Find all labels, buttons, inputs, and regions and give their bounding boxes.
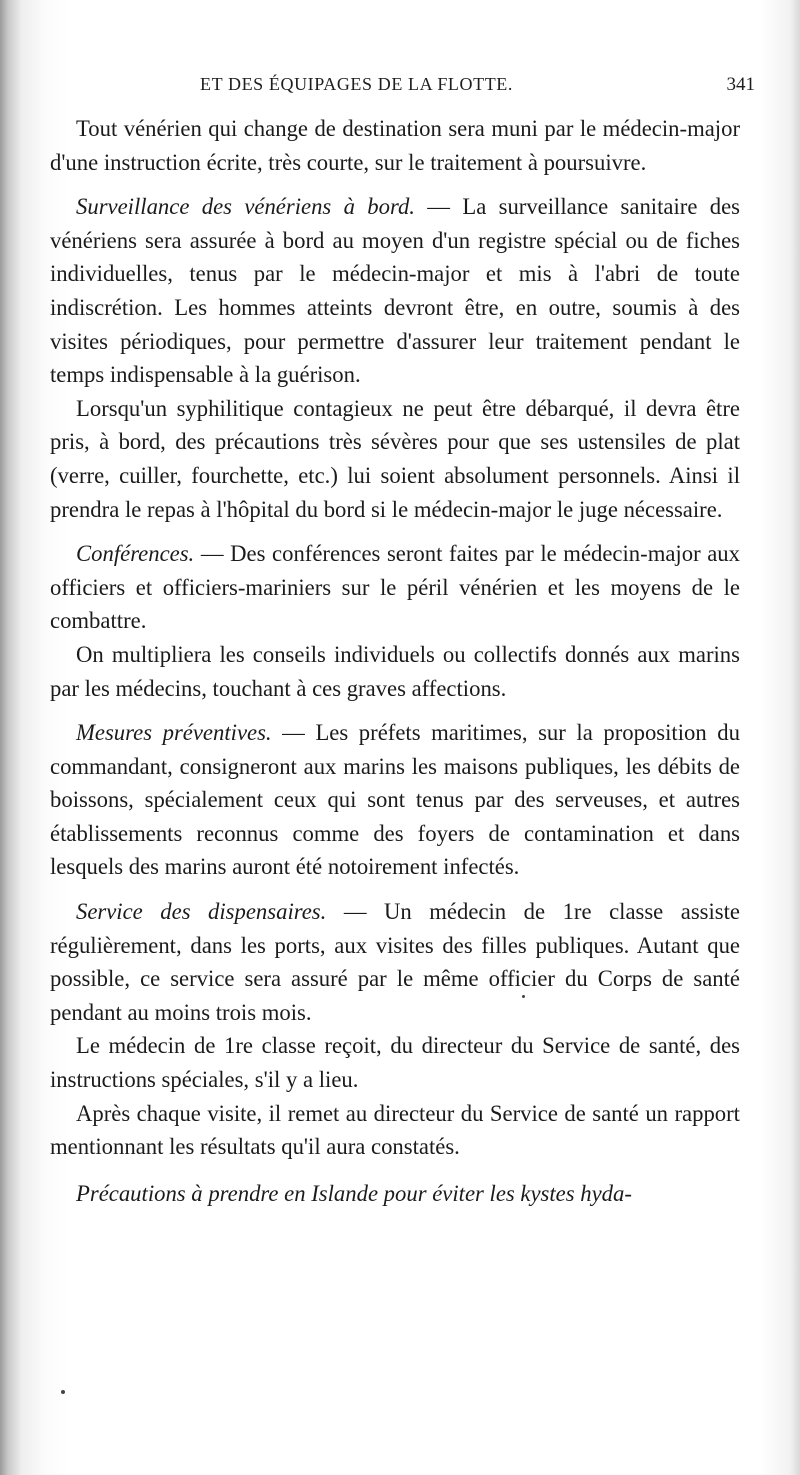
paragraph-text: Lorsqu'un syphilitique contagieux ne peut être débarqué, il devra être pris, à bord, des précautions très sévères pour que ses ustensiles de plat (verre, cuiller, fourchette, etc.) lui soient absolument personnels. Ainsi il prendra le repas à l'hôpital du bord si le médecin-major le juge nécessaire. [50,395,740,522]
paragraph-surveillance [50,190,740,392]
run-in-heading-preventive: Mesures préventives. [76,720,272,746]
paragraph-text: Après chaque visite, il remet au directeur du Service de santé un rapport mentionnant les résultats qu'il aura constatés. [50,1100,740,1160]
paragraph-report [50,1097,740,1164]
paragraph-preventive-measures [50,716,740,884]
paragraph-text: — Les préfets maritimes, sur la proposition du commandant, consigneront aux marins les maisons publiques, les débits de boissons, spécialement ceux qui sont tenus par des serveuses, et autres établissements reconnus comme des foyers de contamination et dans lesquels des marins auront été notoirement infectés. [50,720,740,880]
paragraph-text: Tout vénérien qui change de destination sera muni par le médecin-major d'une instruction écrite, très courte, sur le traitement à poursuivre. [50,116,740,175]
page-header [200,74,755,100]
page-number: 341 [726,74,755,95]
paragraph-counsel [50,638,740,705]
body-text [50,112,740,1210]
paragraph-text: — La surveillance sanitaire des vénériens sera assurée à bord au moyen d'un registre spécial ou de fiches individuelles, tenus par le médecin-major et mis à l'abri de toute indiscrétion. Les hommes atteints devront être, en outre, soumis à des visites périodiques, pour permettre d'assurer leur traitement pendant le temps indispensable à la guérison. [50,194,740,388]
scan-speck [522,995,525,998]
run-in-heading-conferences: Conférences. [76,541,195,567]
paragraph-text: — Des conférences seront faites par le médecin-major aux officiers et officiers-mariniers sur le péril vénérien et les moyens de le combattre. [50,541,740,634]
paragraph-text: Le médecin de 1re classe reçoit, du directeur du Service de santé, des instructions spéciales, s'il y a lieu. [50,1033,740,1093]
paragraph-conferences [50,537,740,638]
closing-section-heading: Précautions à prendre en Islande pour éviter les kystes hyda- [76,1180,632,1206]
paragraph-dispensaries [50,895,740,1029]
paragraph-syphilitic [50,392,740,526]
paragraph-text: — Un médecin de 1re classe assiste régulièrement, dans les ports, aux visites des filles publiques. Autant que possible, ce service sera assuré par le même officier du Corps de santé pendant au moins trois mois. [50,899,740,1025]
paragraph-text: On multipliera les conseils individuels ou collectifs donnés aux marins par les médecins, touchant à ces graves affections. [50,641,740,701]
run-in-heading-surveillance: Surveillance des vénériens à bord. [76,194,415,220]
running-head: ET DES ÉQUIPAGES DE LA FLOTTE. [200,74,514,94]
paragraph-instructions [50,1029,740,1096]
run-in-heading-dispensaries: Service des dispensaires. [76,899,327,925]
paragraph-destination-change [50,112,740,179]
scan-speck [61,1390,65,1394]
